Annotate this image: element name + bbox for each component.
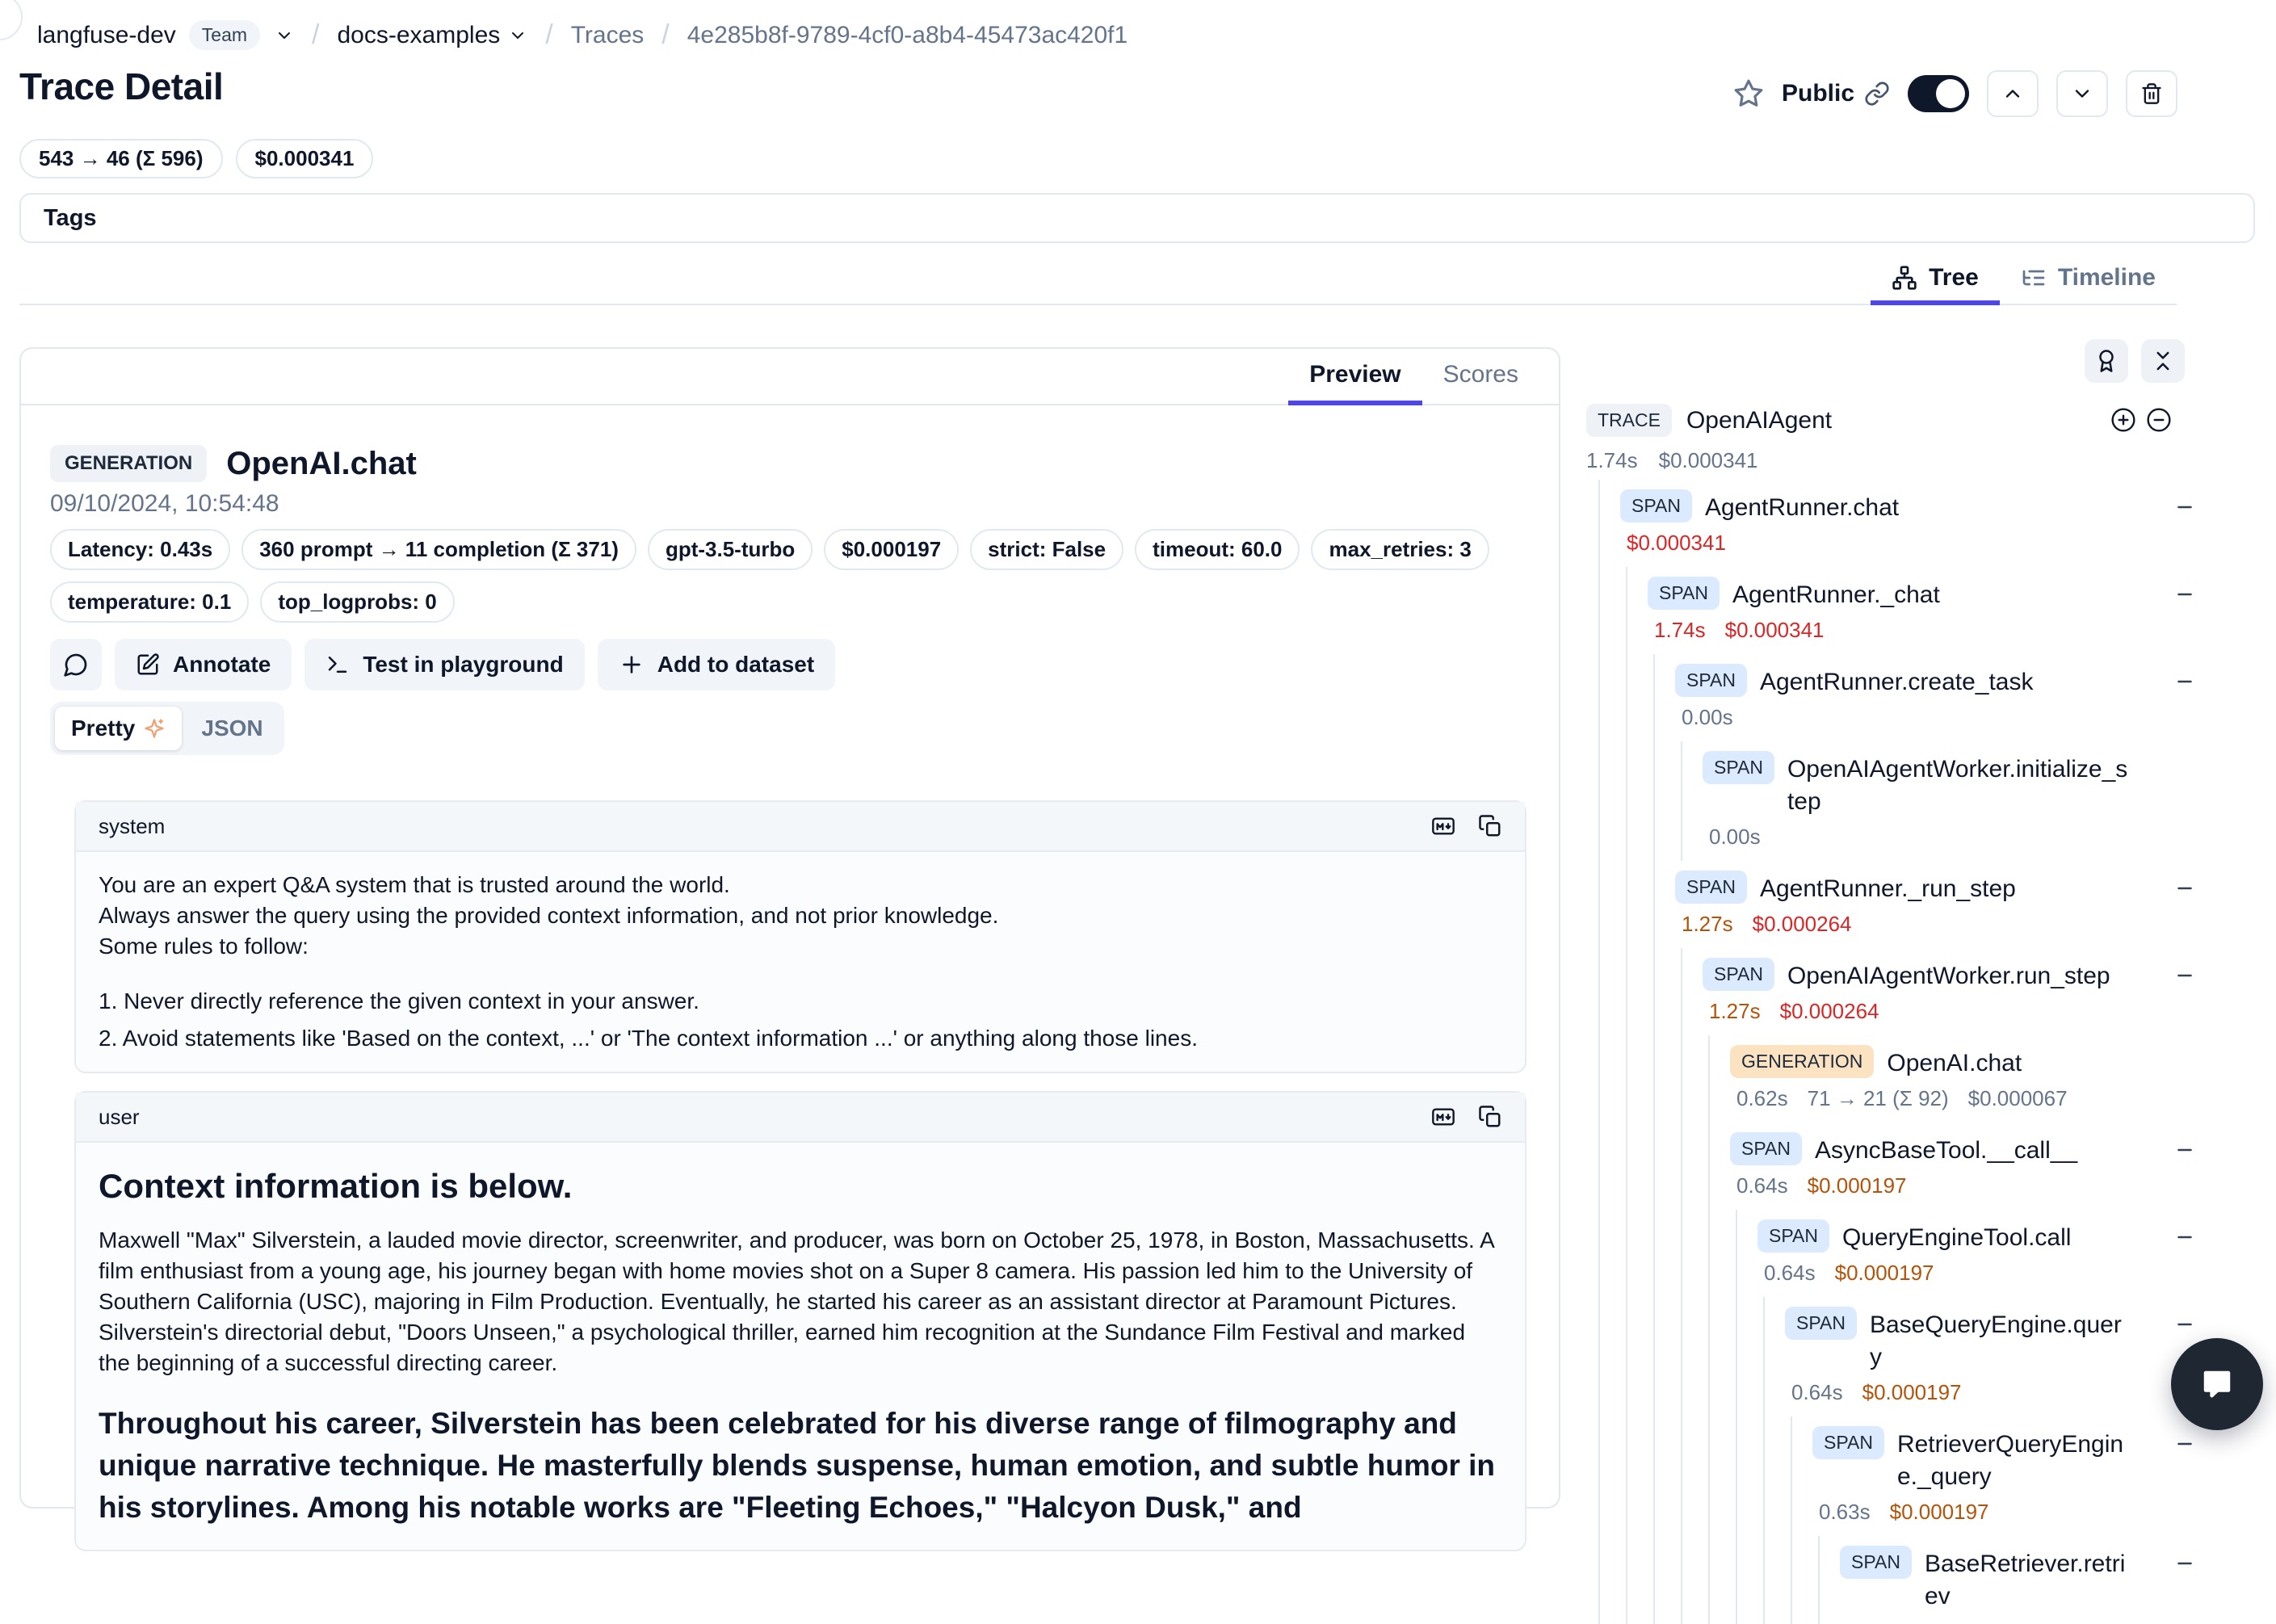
param-badge: temperature: 0.1	[50, 581, 249, 623]
tree-indent-guide	[1708, 1210, 1710, 1297]
tree-node[interactable]	[1586, 948, 2258, 1035]
metric-latency: 0.64s	[1764, 1261, 1816, 1285]
observation-type-badge: SPAN	[1675, 871, 1747, 904]
trace-root-row[interactable]	[1586, 404, 2258, 437]
total-cost-badge: $0.000341	[236, 139, 374, 178]
previous-trace-button[interactable]	[1987, 70, 2039, 117]
observation-preview-card	[19, 347, 1560, 1524]
tab-tree[interactable]: Tree	[1871, 255, 2000, 305]
tree-indent-guide	[1736, 1536, 1737, 1624]
bookmark-star-button[interactable]	[1733, 78, 1764, 109]
observation-type-badge: SPAN	[1675, 664, 1747, 697]
model-params-row-1	[21, 529, 1559, 570]
breadcrumb-separator: /	[661, 19, 670, 50]
tree-indent-guide	[1598, 654, 1600, 741]
tree-node-title: OpenAIAgentWorker.run_step	[1787, 963, 2110, 989]
tree-indent-guide	[1598, 1123, 1600, 1210]
public-label: Public	[1781, 80, 1854, 107]
system-message-box	[74, 800, 1526, 1073]
page-title: Trace Detail	[19, 65, 224, 107]
observation-type-badge: SPAN	[1812, 1426, 1884, 1459]
metric-latency: 0.63s	[1819, 1500, 1871, 1524]
tree-indent-guide	[1626, 741, 1627, 861]
chevron-down-icon	[508, 26, 527, 45]
tree-node-label-row	[1586, 664, 2258, 699]
collapse-all-button[interactable]	[2141, 339, 2185, 383]
trace-type-badge: TRACE	[1586, 404, 1672, 437]
context-heading: Context information is below.	[99, 1167, 573, 1205]
tree-indent-guide	[1763, 1416, 1765, 1536]
format-toggle	[50, 702, 284, 755]
tree-indent-guide	[1653, 1123, 1655, 1210]
tree-indent-guide	[1763, 1536, 1765, 1624]
tree-indent-guide	[1626, 1035, 1627, 1123]
tree-indent-guide	[1736, 1210, 1737, 1297]
minus-icon	[2173, 1432, 2197, 1456]
observation-type-badge: GENERATION	[50, 445, 207, 482]
tree-indent-guide	[1598, 480, 1600, 567]
minus-icon	[2173, 582, 2197, 606]
tree-node-metrics	[1586, 912, 2258, 937]
metric-cost: $0.000341	[1724, 618, 1825, 642]
user-message-box	[74, 1091, 1526, 1551]
chat-bubble-icon	[63, 652, 89, 678]
tree-node[interactable]	[1586, 861, 2258, 948]
tree-node-title: AgentRunner._chat	[1732, 581, 1940, 608]
tree-node[interactable]	[1586, 1416, 2258, 1536]
observation-timestamp: 09/10/2024, 10:54:48	[50, 490, 279, 517]
system-list-item: 1. Never directly reference the given context in your answer.	[99, 988, 699, 1013]
tree-node[interactable]	[1586, 654, 2258, 741]
param-badge: top_logprobs: 0	[260, 581, 454, 623]
tree-indent-guide	[1681, 1536, 1682, 1624]
metric-latency: 1.74s	[1586, 448, 1638, 472]
breadcrumb-separator: /	[312, 19, 320, 50]
system-line: Always answer the query using the provided context information, and not prior knowledge.	[99, 903, 999, 928]
copy-icon	[1478, 1105, 1502, 1129]
minus-icon	[2173, 1312, 2197, 1337]
tree-node-title: BaseQueryEngine.query	[1869, 1311, 2122, 1370]
tree-indent-guide	[1708, 1123, 1710, 1210]
tree-node[interactable]	[1586, 1536, 2258, 1624]
tree-indent-guide	[1708, 1035, 1710, 1123]
tree-node-label-row	[1586, 1426, 2258, 1493]
tree-node[interactable]	[1586, 741, 2258, 861]
metric-latency: 0.00s	[1682, 705, 1733, 729]
delete-trace-button[interactable]	[2126, 70, 2177, 117]
observation-type-badge: SPAN	[1703, 751, 1774, 784]
tree-node-title: AgentRunner.create_task	[1759, 669, 2034, 695]
support-chat-launcher[interactable]	[2171, 1338, 2263, 1430]
system-line: You are an expert Q&A system that is trusted around the world.	[99, 872, 730, 897]
tree-node-label-row	[1586, 871, 2258, 905]
observation-type-badge: SPAN	[1840, 1546, 1912, 1579]
metric-cost: $0.000264	[1752, 912, 1852, 936]
tree-indent-guide	[1681, 741, 1682, 861]
tree-node-label-row	[1586, 1307, 2258, 1374]
tree-indent-guide	[1708, 1536, 1710, 1624]
tree-node-label-row	[1586, 751, 2258, 818]
param-badge: 360 prompt → 11 completion (Σ 371)	[241, 529, 636, 570]
trash-icon	[2140, 82, 2163, 105]
tree-indent-guide	[1653, 1536, 1655, 1624]
view-tabs	[19, 255, 2177, 305]
collapse-node-button[interactable]	[2173, 580, 2202, 609]
tree-indent-guide	[1736, 1297, 1737, 1416]
tab-preview[interactable]: Preview	[1288, 349, 1421, 405]
system-message-content	[76, 852, 1525, 1072]
minus-icon	[2173, 963, 2197, 988]
observation-body	[21, 405, 1559, 1551]
copy-button[interactable]	[1478, 814, 1502, 838]
avatar-fragment	[0, 0, 23, 40]
tree-icon	[1892, 265, 1917, 291]
tree-node-metrics	[1586, 618, 2258, 643]
metric-latency: 71 → 21 (Σ 92)	[1807, 1086, 1949, 1110]
breadcrumb-trace-id: 4e285b8f-9789-4cf0-a8b4-45473ac420f1	[687, 21, 1128, 48]
tree-node-title: AgentRunner._run_step	[1759, 875, 2016, 902]
tree-indent-guide	[1818, 1536, 1820, 1624]
chevron-down-icon[interactable]	[275, 26, 294, 45]
collapse-node-button[interactable]	[2173, 1549, 2202, 1578]
breadcrumb-traces[interactable]: Traces	[570, 21, 645, 48]
collapse-node-button[interactable]	[2173, 667, 2202, 696]
metric-latency: 0.00s	[1709, 825, 1761, 849]
model-params-row-2	[21, 581, 1559, 623]
add-to-dataset-button[interactable]: Add to dataset	[598, 639, 835, 690]
metric-cost: $0.000341	[1658, 448, 1758, 472]
chevron-down-icon	[2071, 82, 2093, 105]
tree-node[interactable]	[1586, 1297, 2258, 1416]
tree-node-title: BaseRetriever.retriev	[1924, 1551, 2126, 1609]
tree-indent-guide	[1681, 1035, 1682, 1123]
observation-actions	[21, 639, 1559, 690]
breadcrumb-project[interactable]: docs-examples	[338, 22, 528, 49]
tags-label: Tags	[44, 204, 97, 231]
collapse-node-button[interactable]	[2173, 1429, 2202, 1458]
tree-indent-guide	[1598, 1210, 1600, 1297]
collapse-node-button[interactable]	[2173, 961, 2202, 990]
tree-indent-guide	[1598, 1297, 1600, 1416]
header-controls	[1733, 69, 2177, 118]
metric-cost: $0.000197	[1862, 1380, 1962, 1404]
tree-indent-guide	[1708, 1297, 1710, 1416]
tree-indent-guide	[1598, 1035, 1600, 1123]
breadcrumb-org[interactable]: langfuse-dev	[37, 21, 176, 48]
metric-latency: 0.62s	[1736, 1086, 1788, 1110]
markdown-icon	[1428, 813, 1459, 839]
token-usage-badge: 543 → 46 (Σ 596)	[19, 139, 223, 178]
param-badge: strict: False	[970, 529, 1123, 570]
tree-node-label-row	[1586, 489, 2258, 524]
metric-cost: $0.000264	[1779, 999, 1879, 1023]
expand-all-button[interactable]	[2110, 407, 2136, 433]
tree-node-label-row	[1586, 1045, 2258, 1080]
tree-indent-guide	[1681, 1297, 1682, 1416]
star-icon	[1733, 78, 1764, 109]
tree-indent-guide	[1626, 948, 1627, 1035]
test-in-playground-button[interactable]: Test in playground	[304, 639, 584, 690]
context-paragraph: Maxwell "Max" Silverstein, a lauded movie director, screenwriter, and producer, was born on October 25, 1978, in Boston, Massachusetts. A film enthusiast from a young age, his journey began with home movies shot on a Super 8 camera. His passion led him to the University of Southern California (USC), majoring in Film Production. Eventually, he started his career as an assistant director at Paramount Pictures. Silverstein's directorial debut, "Doors Unseen," a psychological thriller, earned him recognition at the Sundance Film Festival and marked the beginning of a successful directing career.	[99, 1227, 1494, 1375]
user-message-content	[76, 1143, 1525, 1550]
public-share-group	[1782, 80, 1890, 107]
metric-cost: $0.000197	[1807, 1173, 1907, 1198]
tags-section[interactable]	[19, 193, 2255, 243]
metric-latency: 0.64s	[1736, 1173, 1788, 1198]
tree-indent-guide	[1626, 861, 1627, 948]
param-badge: gpt-3.5-turbo	[648, 529, 813, 570]
param-badge: max_retries: 3	[1311, 529, 1489, 570]
trace-tree-nodes	[1586, 480, 2258, 1624]
metric-cost: $0.000197	[1834, 1261, 1934, 1285]
tree-indent-guide	[1653, 1210, 1655, 1297]
collapse-node-button[interactable]	[2173, 874, 2202, 903]
tab-timeline[interactable]: Timeline	[2000, 255, 2177, 305]
metric-cost: $0.000197	[1889, 1500, 1989, 1524]
tab-scores[interactable]: Scores	[1422, 349, 1539, 405]
tree-indent-guide	[1653, 1297, 1655, 1416]
chevrons-collapse-icon	[2151, 349, 2175, 373]
tree-indent-guide	[1736, 1416, 1737, 1536]
collapse-node-button[interactable]	[2173, 1223, 2202, 1252]
org-plan-badge: Team	[189, 20, 260, 50]
tree-node-label-row	[1586, 1219, 2258, 1254]
tree-indent-guide	[1626, 1416, 1627, 1536]
scores-award-button[interactable]	[2085, 339, 2128, 383]
format-json-segment[interactable]: JSON	[185, 707, 279, 750]
tree-indent-guide	[1626, 567, 1627, 654]
tree-node-label-row	[1586, 1132, 2258, 1167]
chat-launcher-icon	[2196, 1363, 2238, 1405]
comment-button[interactable]	[50, 639, 102, 690]
annotate-button[interactable]: Annotate	[115, 639, 292, 690]
minus-icon	[2173, 495, 2197, 519]
tree-indent-guide	[1598, 1536, 1600, 1624]
tree-node[interactable]	[1586, 480, 2258, 567]
context-bold-paragraph: Throughout his career, Silverstein has been celebrated for his diverse range of filmography and unique narrative technique. He masterfully blends suspense, human emotion, and subtle humor in his storylines. Among his notable works are "Fleeting Echoes," "Halcyon Dusk," and	[99, 1407, 1496, 1524]
tree-node-title: OpenAI.chat	[1887, 1050, 2022, 1076]
tree-node-metrics	[1586, 1173, 2258, 1198]
message-role: system	[99, 813, 166, 838]
metric-latency: 0.64s	[1791, 1380, 1843, 1404]
tree-node[interactable]	[1586, 1123, 2258, 1210]
terminal-icon	[325, 653, 350, 677]
observation-type-badge: SPAN	[1785, 1307, 1857, 1340]
markdown-toggle-button[interactable]	[1428, 1104, 1459, 1130]
circle-plus-icon	[2110, 407, 2136, 433]
metric-cost: $0.000341	[1627, 531, 1726, 555]
copy-button[interactable]	[1478, 1105, 1502, 1129]
public-toggle[interactable]	[1908, 75, 1969, 112]
award-icon	[2094, 349, 2119, 373]
metric-latency: 1.27s	[1682, 912, 1733, 936]
panel-tabs	[21, 349, 1559, 405]
tree-indent-guide	[1681, 1210, 1682, 1297]
link-icon[interactable]	[1864, 81, 1890, 107]
user-message-header	[76, 1093, 1525, 1143]
tree-node-metrics	[1586, 999, 2258, 1024]
tree-node-label-row	[1586, 1546, 2258, 1613]
next-trace-button[interactable]	[2056, 70, 2108, 117]
observation-type-badge: SPAN	[1648, 577, 1720, 610]
collapse-tree-button[interactable]	[2146, 407, 2172, 433]
tree-node-metrics	[1586, 1086, 2258, 1111]
tree-node-title: AsyncBaseTool.__call__	[1814, 1137, 2078, 1164]
observation-type-badge: SPAN	[1620, 489, 1692, 522]
minus-icon	[2173, 876, 2197, 900]
observation-type-badge: SPAN	[1703, 958, 1774, 991]
tree-indent-guide	[1598, 567, 1600, 654]
sparkles-icon	[143, 717, 166, 740]
metric-latency: 1.74s	[1654, 618, 1706, 642]
tree-indent-guide	[1681, 948, 1682, 1035]
copy-icon	[1478, 814, 1502, 838]
tree-panel-actions	[1586, 339, 2258, 383]
param-badge: timeout: 60.0	[1135, 529, 1300, 570]
tree-indent-guide	[1626, 1297, 1627, 1416]
tree-node-label-row	[1586, 577, 2258, 611]
tree-node-metrics	[1586, 1380, 2258, 1405]
system-line: Some rules to follow:	[99, 934, 309, 959]
tree-indent-guide	[1626, 1536, 1627, 1624]
message-role: user	[99, 1104, 140, 1129]
minus-icon	[2173, 669, 2197, 694]
param-badge: $0.000197	[824, 529, 959, 570]
minus-icon	[2173, 1138, 2197, 1162]
tree-node-metrics	[1586, 531, 2258, 556]
breadcrumb-separator: /	[545, 19, 553, 50]
tree-indent-guide	[1626, 1123, 1627, 1210]
tree-indent-guide	[1653, 654, 1655, 741]
collapse-node-button[interactable]	[2173, 1310, 2202, 1339]
tree-indent-guide	[1626, 1210, 1627, 1297]
markdown-icon	[1428, 1104, 1459, 1130]
tree-node-metrics	[1586, 1500, 2258, 1525]
param-badge: Latency: 0.43s	[50, 529, 230, 570]
tree-indent-guide	[1598, 861, 1600, 948]
observation-type-badge: SPAN	[1757, 1219, 1829, 1253]
minus-icon	[2173, 1551, 2197, 1576]
trace-tree-panel	[1586, 339, 2258, 1609]
tree-indent-guide	[1598, 1416, 1600, 1536]
circle-minus-icon	[2146, 407, 2172, 433]
tree-indent-guide	[1791, 1416, 1792, 1536]
tree-indent-guide	[1626, 654, 1627, 741]
metric-cost: $0.000067	[1967, 1086, 2068, 1110]
tree-node-title: AgentRunner.chat	[1704, 494, 1900, 521]
tree-indent-guide	[1598, 948, 1600, 1035]
minus-icon	[2173, 1225, 2197, 1249]
tree-indent-guide	[1653, 948, 1655, 1035]
tree-indent-guide	[1598, 741, 1600, 861]
tree-node-title: RetrieverQueryEngine._query	[1896, 1431, 2124, 1490]
plus-icon	[619, 652, 645, 678]
observation-type-badge: SPAN	[1730, 1132, 1802, 1165]
system-message-header	[76, 802, 1525, 852]
breadcrumb	[37, 19, 1128, 51]
tree-indent-guide	[1791, 1536, 1792, 1624]
tree-indent-guide	[1763, 1297, 1765, 1416]
toggle-knob	[1936, 79, 1965, 108]
observation-title: OpenAI.chat	[226, 445, 417, 481]
metric-latency: 1.27s	[1709, 999, 1761, 1023]
tree-indent-guide	[1653, 1035, 1655, 1123]
trace-root-metrics	[1586, 448, 2258, 473]
tree-node-metrics	[1586, 705, 2258, 730]
trace-root-title: OpenAIAgent	[1686, 406, 1833, 434]
observation-header	[21, 442, 1559, 485]
tree-node[interactable]	[1586, 1035, 2258, 1123]
tree-indent-guide	[1653, 1416, 1655, 1536]
collapse-node-button[interactable]	[2173, 1135, 2202, 1164]
edit-icon	[136, 653, 160, 677]
collapse-node-button[interactable]	[2173, 493, 2202, 522]
trace-stat-badges	[19, 139, 373, 178]
system-list-item: 2. Avoid statements like 'Based on the context, ...' or 'The context information ...' or anything along those lines.	[99, 1026, 1198, 1051]
tree-node-metrics	[1586, 825, 2258, 850]
tree-indent-guide	[1653, 741, 1655, 861]
tree-node-metrics	[1586, 1261, 2258, 1286]
tree-indent-guide	[1653, 861, 1655, 948]
tree-indent-guide	[1708, 1416, 1710, 1536]
tree-indent-guide	[1681, 1123, 1682, 1210]
chevron-up-icon	[2001, 82, 2024, 105]
tree-node[interactable]	[1586, 1210, 2258, 1297]
observation-type-badge: GENERATION	[1730, 1045, 1874, 1078]
tree-node-label-row	[1586, 958, 2258, 992]
tree-indent-guide	[1681, 1416, 1682, 1536]
tree-node-title: OpenAIAgentWorker.initialize_step	[1787, 756, 2128, 815]
timeline-icon	[2021, 265, 2047, 291]
format-pretty-segment[interactable]: Pretty	[55, 707, 182, 750]
tree-node-title: QueryEngineTool.call	[1841, 1224, 2072, 1251]
tree-node[interactable]	[1586, 567, 2258, 654]
markdown-toggle-button[interactable]	[1428, 813, 1459, 839]
